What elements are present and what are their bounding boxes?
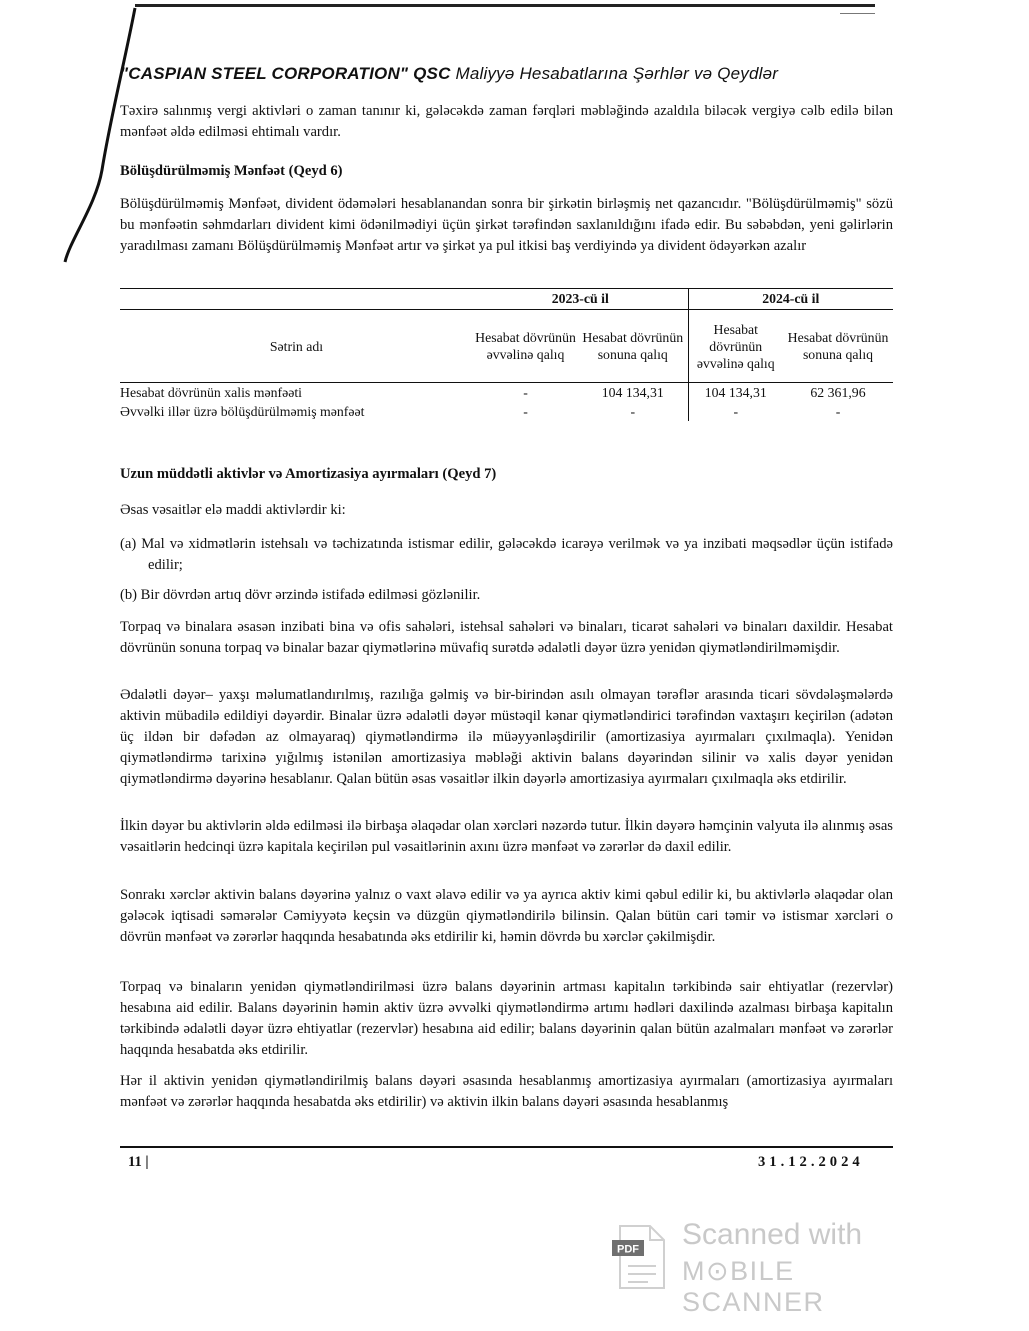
page-header bbox=[120, 64, 920, 84]
footer-date: 31.12.2024 bbox=[758, 1154, 864, 1170]
intro-paragraph: Təxirə salınmış vergi aktivləri o zaman tanınır ki, gələcəkdə zaman fərqləri məbləğində azaldıla biləcək vergiyə cəlb edilə bilən mənfəət əldə edilməsi ehtimalı vardır. bbox=[120, 103, 893, 140]
section-heading-long-term-assets: Uzun müddətli aktivlər və Amortizasiya ayırmaları (Qeyd 7) bbox=[120, 466, 497, 482]
retained-earnings-paragraph: Bölüşdürülməmiş Mənfəət, divident ödəmələri hesablanandan sonra bir şirkətin birləşmiş net qazancıdır. "Bölüşdürülməmiş" sözü bu mənfəətin səhmdarları divident kimi ödənilmədiyi üçün şirkət tərəfindən saxlanıldığını ifadə edir. Bu səbəbdən, yeni gəlirlərin yaradılması zamanı Bölüşdürülməmiş Mənfəət artır və şirkət ya pul itkisi baş verdiyində ya divident ödəyərkən azalır bbox=[120, 196, 893, 254]
cell-2023-end: - bbox=[630, 404, 636, 419]
paragraph-initial-cost: İlkin dəyər bu aktivlərin əldə edilməsi ilə birbaşa əlaqədar olan xərcləri nəzərdə tutur. İlkin dəyərə həmçinin valyuta ilə alınmış əsas vəsaitlərin hedcinqi üzrə kapitala keçirilən pul vəsaitlərinin axını üzrə mənfəət və zərərlər də daxil edilir. bbox=[120, 818, 893, 855]
pdf-document-icon bbox=[612, 1224, 666, 1290]
year-2024-header: 2024-cü il bbox=[688, 289, 893, 310]
row-label: Əvvəlki illər üzrə bölüşdürülməmiş mənfəət bbox=[120, 404, 365, 419]
column-header-2023-end: Hesabat dövrünün sonuna qalıq bbox=[578, 310, 688, 383]
paragraph-land-buildings: Torpaq və binalara əsasən inzibati bina və ofis sahələri, istehsal sahələri və binaları, ticarət sahələri və binaları daxildir. Hesabat dövrünün sonuna torpaq və binalar bazar qiymətlərinə müvafiq surətdə ədalətli dəyər üzrə yenidən qiymətləndirilməmişdir. bbox=[120, 619, 893, 656]
row-label: Hesabat dövrünün xalis mənfəəti bbox=[120, 385, 302, 400]
cell-2024-start: - bbox=[688, 402, 783, 421]
header-title: Maliyyə Hesabatlarına Şərhlər və Qeydlər bbox=[455, 64, 779, 83]
table-corner-cell bbox=[120, 289, 473, 310]
table-year-header-row bbox=[120, 289, 893, 310]
footer-line bbox=[120, 1146, 893, 1148]
header-company: "CASPIAN STEEL CORPORATION" QSC bbox=[120, 64, 451, 83]
cell-2023-end: 104 134,31 bbox=[601, 385, 664, 400]
fixed-assets-lead: Əsas vəsaitlər elə maddi aktivlərdir ki: bbox=[120, 502, 346, 518]
cell-2024-end: 62 361,96 bbox=[810, 385, 866, 400]
top-border-line bbox=[135, 4, 875, 7]
cell-2023-start: - bbox=[523, 404, 528, 419]
retained-earnings-table bbox=[120, 288, 893, 421]
cell-2024-end: - bbox=[835, 404, 841, 419]
top-border-tail bbox=[840, 13, 875, 14]
column-header-2024-end: Hesabat dövrünün sonuna qalıq bbox=[783, 310, 893, 383]
paragraph-revaluation: Torpaq və binaların yenidən qiymətləndirilməsi üzrə balans dəyərinin artması kapitalın tərkibində sair ehtiyatlar (rezervlər) hesabına aid edilir. Balans dəyərinin həmin aktiv üzrə əvvəlki qiymətləndirmə artımı hədləri daxilində azalması birbaşa kapitalın tərkibində ədalətli dəyər üzrə ehtiyatlar (rezervlər) hesabına aid edilir; balans dəyərinin qalan bütün azalmaları mənfəət və zərərlər haqqında hesabatda əks etdirilir. bbox=[120, 979, 893, 1058]
paragraph-fair-value: Ədalətli dəyər– yaxşı məlumatlandırılmış, razılığa gəlmiş və bir-birindən asılı olmayan tərəflər arasında ticari sövdələşmələrdə aktivin mübadilə edildiyi dəyərdir. Binalar üzrə ədalətli dəyər müstəqil kənar qiymətləndirici tərəfindən vaxtaşırı keçirilən (adətən üç ildən bir dəfədən az olmayaraq) qiymətləndirmə ilə müəyyənləşdirilir (amortizasiya ayırmaları çıxılmaqla). Yenidən qiymətləndirmə tarixinə yığılmış istənilən amortizasiya məbləği aktivin balans dəyərindən silinir və xalis dəyər yenidən qiymətləndirmə dəyərinə hesablanır. Qalan bütün əsas vəsaitlər ilkin dəyərlə amortizasiya ayırmaları çıxılmaqla əks etdirilir. bbox=[120, 687, 893, 787]
scanner-text-line2: M⊙BILE SCANNER bbox=[682, 1256, 825, 1317]
page-number: 11 | bbox=[128, 1154, 149, 1170]
pdf-icon-label: PDF bbox=[617, 1243, 639, 1256]
table-row bbox=[120, 383, 893, 403]
paragraph-subsequent-costs: Sonrakı xərclər aktivin balans dəyərinə yalnız o vaxt əlavə edilir və ya ayrıca aktiv kimi qəbul edilir ki, bu aktivlərlə əlaqədar olan gələcək iqtisadi səmərələr Cəmiyyətə keçsin və düzgün qiymətləndirilə bilinsin. Qalan bütün cari təmir və istismar xərcləri o dövrün mənfəət və zərərlər haqqında hesabatında əks etdirilir ki, həmin dövrdə bu xərclər çəkilmişdir. bbox=[120, 887, 893, 945]
list-item-b: (b) Bir dövrdən artıq dövr ərzində istifadə edilməsi gözlənilir. bbox=[120, 587, 481, 603]
cell-2023-start: - bbox=[523, 385, 528, 400]
cell-2024-start: 104 134,31 bbox=[688, 383, 783, 403]
table-row bbox=[120, 402, 893, 421]
paragraph-depreciation: Hər il aktivin yenidən qiymətləndirilmiş balans dəyəri əsasında hesablanmış amortizasiya ayırmaları (amortizasiya ayırmaları mənfəət və zərərlər haqqında hesabatda əks etdirilir) və aktivin ilkin balans dəyəri əsasında hesablanmış bbox=[120, 1073, 893, 1110]
table-column-header-row bbox=[120, 310, 893, 383]
column-header-2023-start: Hesabat dövrünün əvvəlinə qalıq bbox=[473, 310, 578, 383]
year-2023-header: 2023-cü il bbox=[473, 289, 688, 310]
scanner-watermark bbox=[612, 1218, 932, 1317]
section-heading-retained-earnings: Bölüşdürülməmiş Mənfəət (Qeyd 6) bbox=[120, 163, 343, 179]
column-header-name: Sətrin adı bbox=[120, 310, 473, 383]
column-header-2024-start: Hesabat dövrünün əvvəlinə qalıq bbox=[688, 310, 783, 383]
scanner-text-line1: Scanned with bbox=[682, 1218, 863, 1251]
list-item-a: (a) Mal və xidmətlərin istehsalı və təchizatında istismar edilir, gələcəkdə icarəyə verilmək və ya inzibati məqsədlər üçün istifadə edilir; bbox=[120, 536, 893, 573]
